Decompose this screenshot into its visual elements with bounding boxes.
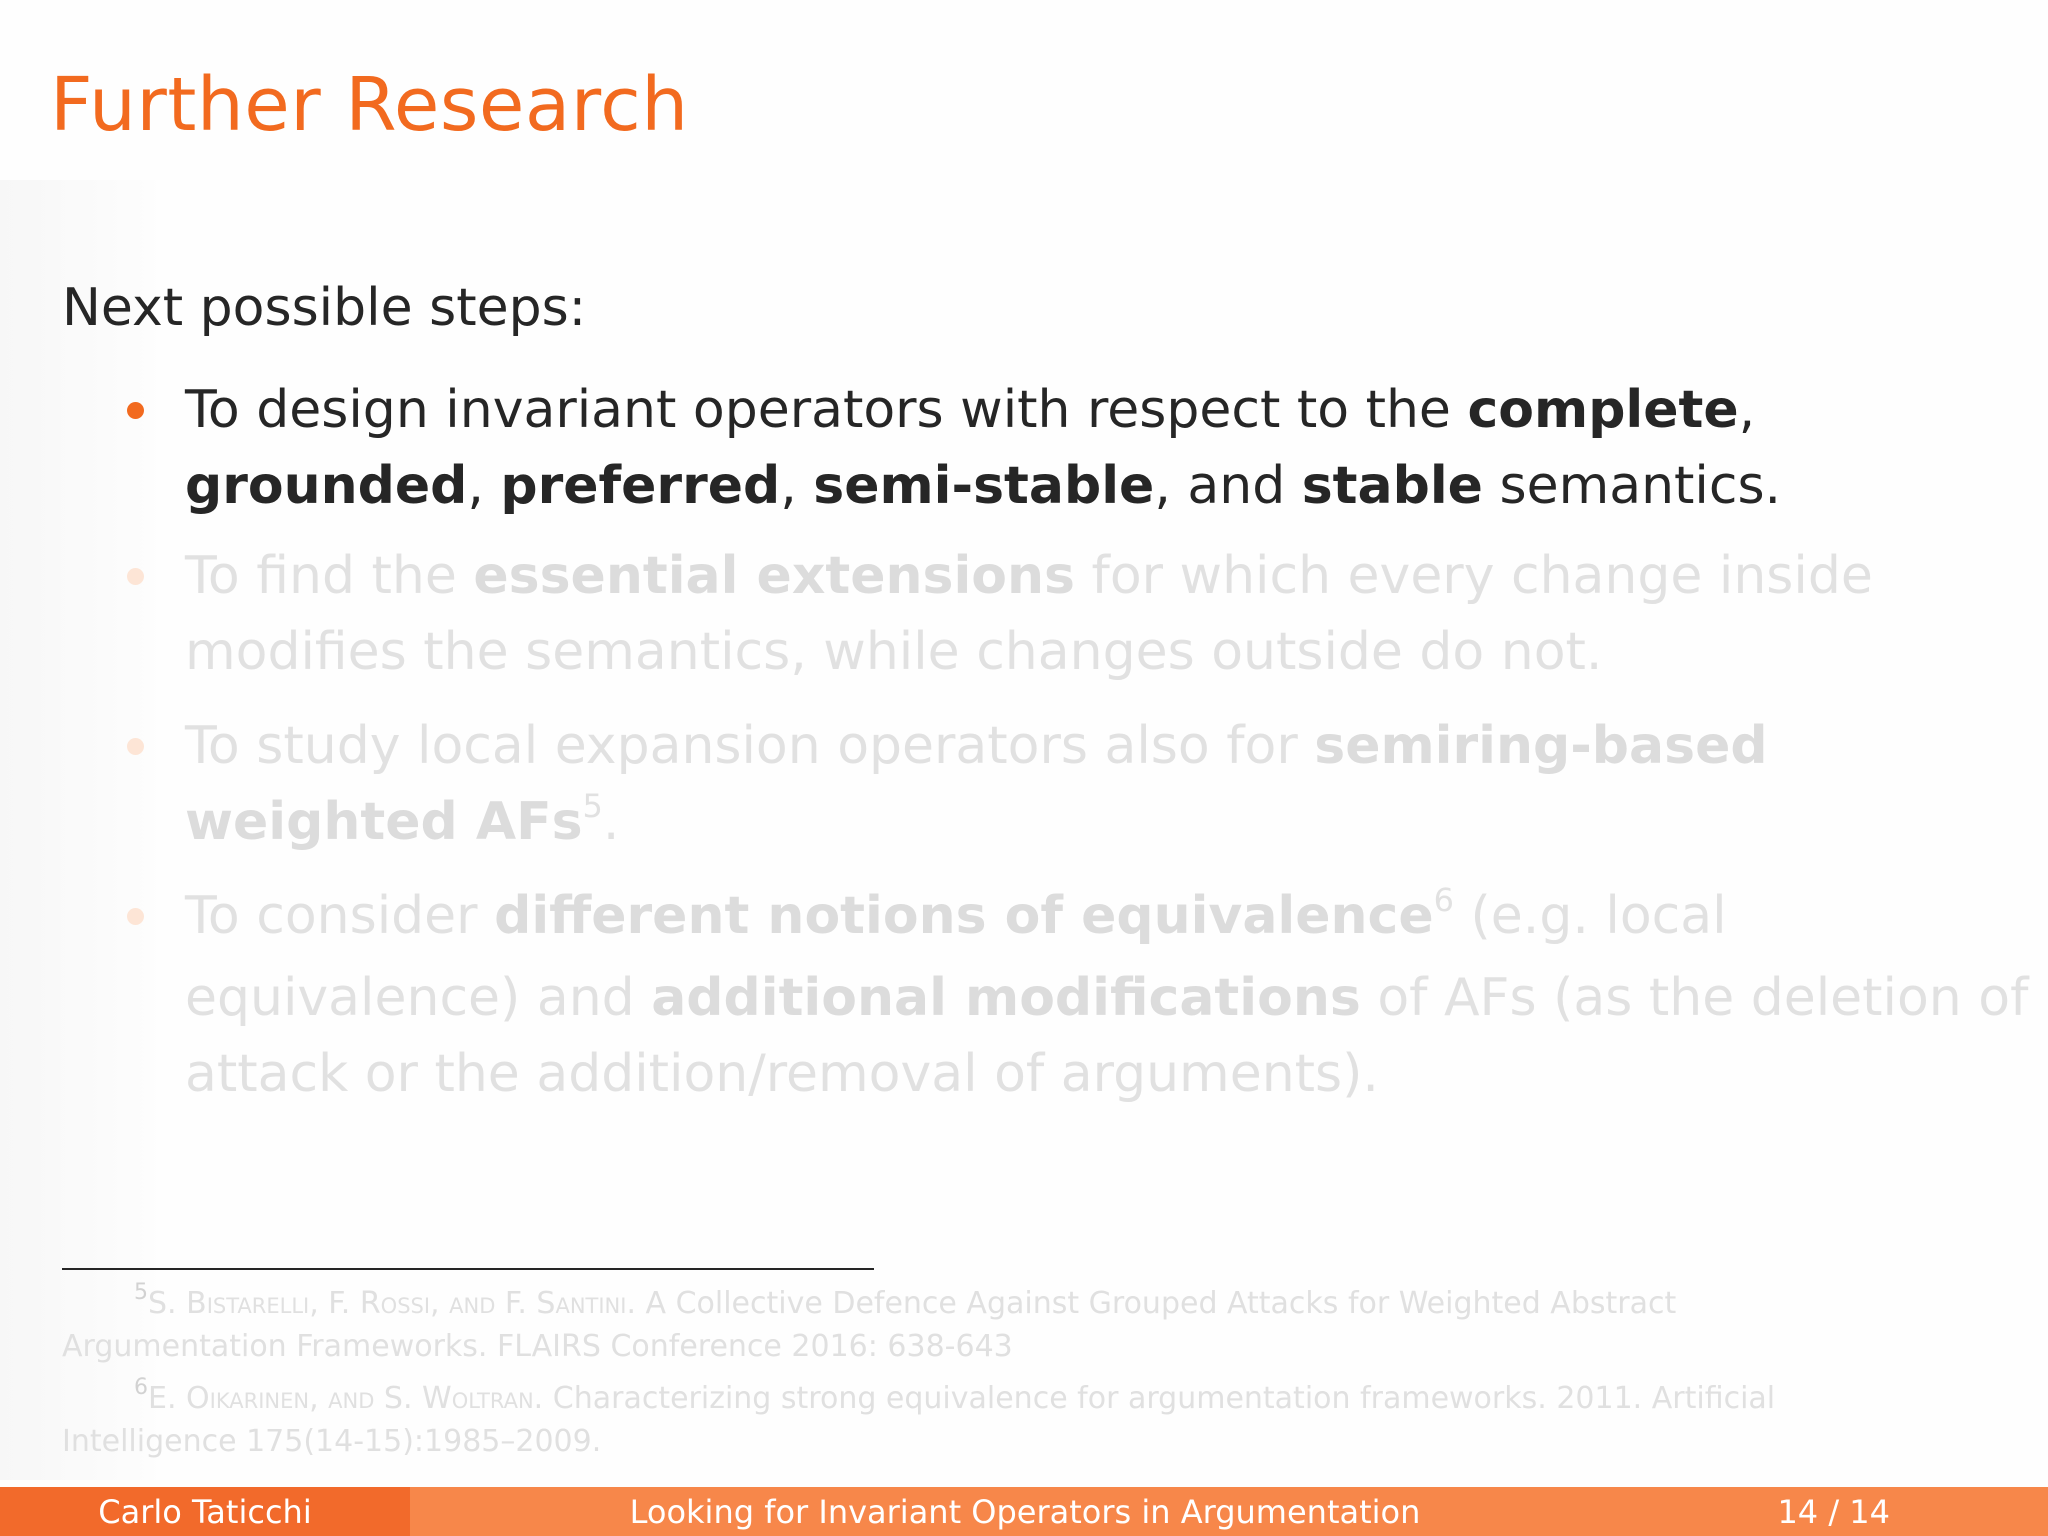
item-text: , (467, 456, 501, 516)
item-line (185, 708, 2005, 784)
bullet-item-local-expansion (185, 708, 2005, 866)
footnote-authors: S. Bistarelli, F. Rossi, and F. Santini. (148, 1286, 636, 1321)
footer-talk-title: Looking for Invariant Operators in Argumentation (410, 1487, 1640, 1536)
item-text: To design invariant operators with respect to the (185, 380, 1468, 440)
item-text: attack or the addition/removal of arguments). (185, 1044, 1379, 1104)
item-text: (e.g. local (1453, 886, 1727, 946)
item-line (185, 448, 2005, 524)
bullet-item-equivalence (185, 878, 2029, 1112)
item-line (185, 614, 2005, 690)
footnote-line (62, 1375, 1962, 1422)
emphasis-stable: stable (1301, 456, 1483, 516)
footnote-line (62, 1280, 1962, 1327)
bullet-item-design-operators (185, 372, 2005, 524)
footer-author: Carlo Taticchi (0, 1487, 410, 1536)
footnote-5 (62, 1280, 1962, 1367)
footnote-6 (62, 1375, 1962, 1462)
bullet-dot (127, 738, 144, 755)
item-text: for which every change inside (1074, 546, 1873, 606)
item-text: , and (1154, 456, 1302, 516)
bullet-dot (127, 908, 144, 925)
item-text: , (780, 456, 814, 516)
emphasis-semiring-based: semiring-based (1314, 716, 1768, 776)
emphasis-grounded: grounded (185, 456, 468, 516)
footer-page-number: 14 / 14 (1640, 1487, 2048, 1536)
footnote-marker[interactable]: 5 (582, 787, 603, 825)
footnote-number: 6 (134, 1375, 148, 1400)
bullet-dot (127, 568, 144, 585)
emphasis-semi-stable: semi-stable (813, 456, 1155, 516)
item-text: , (1738, 380, 1756, 440)
bullet-item-essential-extensions (185, 538, 2005, 690)
item-line (185, 960, 2029, 1036)
emphasis-weighted-afs: weighted AFs (185, 792, 583, 852)
item-line (185, 1036, 2005, 1112)
intro-text: Next possible steps: (62, 278, 587, 338)
item-text: To study local expansion operators also for (185, 716, 1315, 776)
footnote-marker[interactable]: 6 (1433, 881, 1454, 919)
item-text: . (602, 792, 620, 852)
emphasis-additional-modifications: additional modifications (651, 968, 1361, 1028)
item-line (185, 538, 2005, 614)
slide-title: Further Research (50, 62, 689, 148)
footnote-number: 5 (134, 1280, 148, 1305)
footnote-divider (62, 1268, 874, 1270)
item-line (185, 878, 2005, 960)
item-text: of AFs (as the deletion of (1360, 968, 2029, 1028)
footnote-authors: E. Oikarinen, and S. Woltran. (148, 1381, 544, 1416)
item-text: semantics. (1482, 456, 1782, 516)
item-line (185, 372, 2005, 448)
item-text: equivalence) and (185, 968, 652, 1028)
emphasis-complete: complete (1467, 380, 1739, 440)
emphasis-essential-extensions: essential extensions (473, 546, 1075, 606)
item-text: modifies the semantics, while changes outside do not. (185, 622, 1603, 682)
emphasis-notions-of-equivalence: different notions of equivalence (494, 886, 1434, 946)
emphasis-preferred: preferred (500, 456, 781, 516)
footnote-text: Characterizing strong equivalence for argumentation frameworks. 2011. Artificial (543, 1381, 1776, 1416)
slide-footer (0, 1487, 2048, 1536)
item-text: To consider (185, 886, 495, 946)
item-line (185, 784, 2005, 866)
footnote-text: Argumentation Frameworks. FLAIRS Conference 2016: 638-643 (62, 1329, 1013, 1364)
item-text: To find the (185, 546, 474, 606)
footnote-text: A Collective Defence Against Grouped Attacks for Weighted Abstract (635, 1286, 1677, 1321)
footnote-text: Intelligence 175(14-15):1985–2009. (62, 1424, 602, 1459)
bullet-dot (127, 402, 144, 419)
